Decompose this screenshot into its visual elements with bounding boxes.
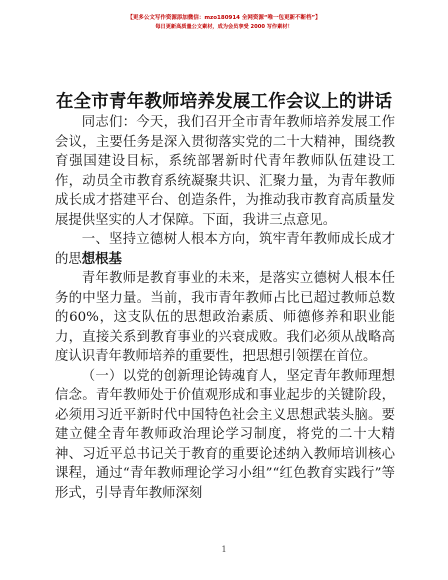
section-1-heading [55,230,395,269]
banner-line-1: 【更多公文写作资源添加微信：mzo180914 全网资源“唯一包更新不断档”】 [127,15,321,21]
section-1-heading-text: 一、坚持立德树人根本方向，筑牢青年教师成长成才的思 [55,232,395,267]
watermark-banner [0,14,448,32]
page-number: 1 [221,545,227,554]
document-body [55,113,395,503]
section-1-heading-bold-text: 想根基 [81,250,122,267]
section-1-paragraph-1: 青年教师是教育事业的未来，是落实立德树人根本任务的中坚力量。当前，我市青年教师占比已超过教师总数的60%，这支队伍的思想政治素质、师德修养和职业能力，直接关系到教育事业的兴衰成败。我们必须从战略高度认识青年教师培养的重要性，把思想引领摆在首位。 [55,271,395,364]
intro-paragraph: 同志们：今天，我们召开全市青年教师培养发展工作会议，主要任务是深入贯彻落实党的二十大精神，围绕教育强国建设目标，系统部署新时代青年教师队伍建设工作，动员全市教育系统凝聚共识、汇聚力量，为青年教师成长成才搭建平台、创造条件，为推动我市教育高质量发展提供坚实的人才保障。下面，我讲三点意见。 [55,115,395,228]
document-title: 在全市青年教师培养发展工作会议上的讲话 [55,92,393,112]
section-1-paragraph-2: （一）以党的创新理论铸魂育人，坚定青年教师理想信念。青年教师处于价值观形成和事业起步的关键阶段，必须用习近平新时代中国特色社会主义思想武装头脑。要建立健全青年教师政治理论学习制度，将党的二十大精神、习近平总书记关于教育的重要论述纳入教师培训核心课程，通过“青年教师理论学习小组”“红色教育实践行”等形式，引导青年教师深刻 [55,368,395,501]
banner-line-2: 每日更新高质量公文素材，成为会员享受 2000 写作素材！ [155,24,293,30]
